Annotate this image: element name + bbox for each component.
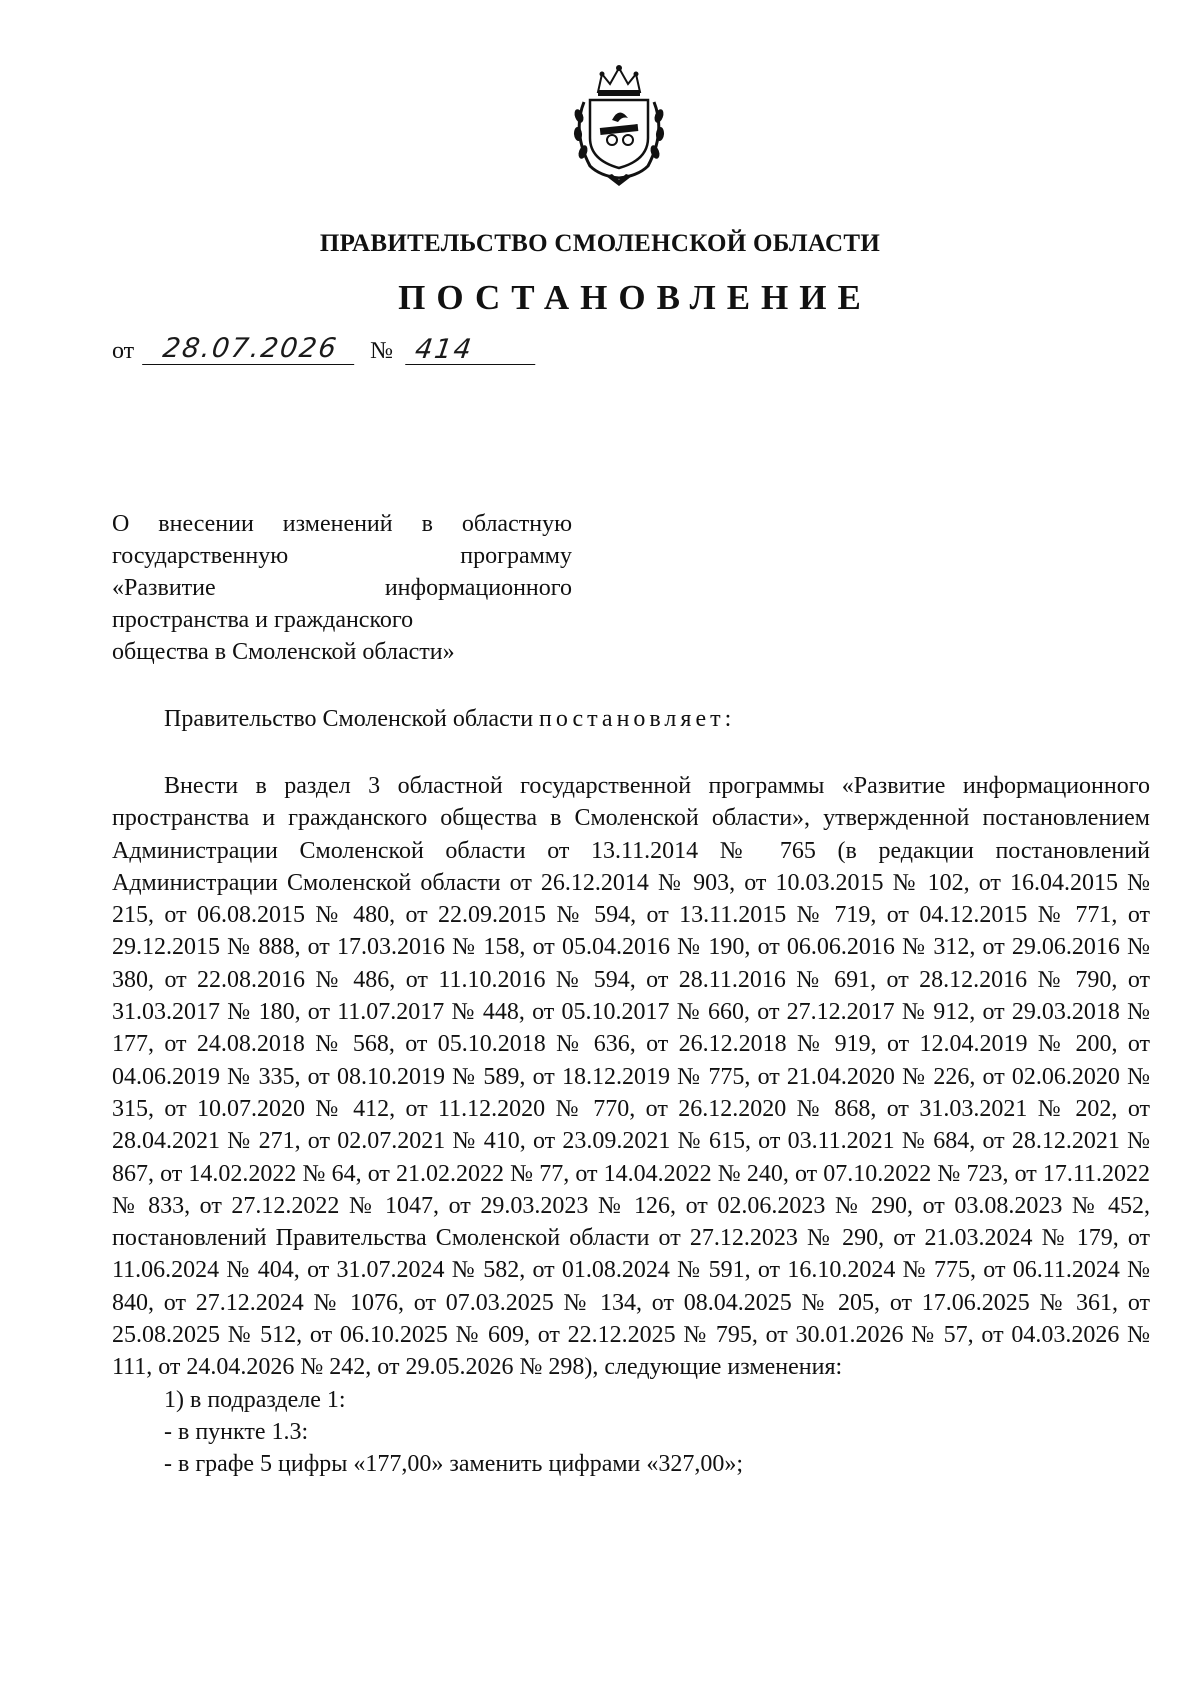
organization-name: ПРАВИТЕЛЬСТВО СМОЛЕНСКОЙ ОБЛАСТИ bbox=[319, 230, 881, 257]
date-prefix: от bbox=[112, 338, 135, 364]
list-item: 1) в подразделе 1: bbox=[164, 1386, 346, 1413]
decree-keyword: постановляет: bbox=[539, 706, 736, 732]
list-item: - в пункте 1.3: bbox=[164, 1418, 309, 1445]
emblem-icon bbox=[560, 62, 678, 190]
subject-line: пространства и гражданского bbox=[112, 607, 414, 633]
decree-statement bbox=[164, 706, 735, 733]
document-subject bbox=[112, 508, 572, 668]
list-item: - в графе 5 цифры «177,00» заменить цифрами «327,00»; bbox=[164, 1451, 744, 1478]
subject-line: государственную программу bbox=[112, 543, 572, 569]
number-prefix: № bbox=[370, 338, 394, 364]
handwritten-date: 28.07.2026 bbox=[142, 338, 358, 365]
decree-text: Правительство Смоленской области bbox=[164, 706, 534, 732]
registration-line bbox=[112, 333, 537, 365]
subject-line: О внесении изменений в областную bbox=[112, 511, 572, 537]
main-paragraph: Внести в раздел 3 областной государственной программы «Развитие информационного пространства и гражданского общества в Смоленской области», утвержденной постановлением Администрации Смоленской области от 13.11.2014 № 765 (в редакции постановлений Администрации Смоленской области от 26.12.2014 № 903, от 10.03.2015 № 102, от 16.04.2015 № 215, от 06.08.2015 № 480, от 22.09.2015 № 594, от 13.11.2015 № 719, от 04.12.2015 № 771, от 29.12.2015 № 888, от 17.03.2016 № 158, от 05.04.2016 № 190, от 06.06.2016 № 312, от 29.06.2016 № 380, от 22.08.2016 № 486, от 11.10.2016 № 594, от 28.11.2016 № 691, от 28.12.2016 № 790, от 31.03.2017 № 180, от 11.07.2017 № 448, от 05.10.2017 № 660, от 27.12.2017 № 912, от 29.03.2018 № 177, от 24.08.2018 № 568, от 05.10.2018 № 636, от 26.12.2018 № 919, от 12.04.2019 № 200, от 04.06.2019 № 335, от 08.10.2019 № 589, от 18.12.2019 № 775, от 21.04.2020 № 226, от 02.06.2020 № 315, от 10.07.2020 № 412, от 11.12.2020 № 770, от 26.12.2020 № 868, от 31.03.2021 № 202, от 28.04.2021 № 271, от 02.07.2021 № 410, от 23.09.2021 № 615, от 03.11.2021 № 684, от 28.12.2021 № 867, от 14.02.2022 № 64, от 21.02.2022 № 77, от 14.04.2022 № 240, от 07.10.2022 № 723, от 17.11.2022 № 833, от 27.12.2022 № 1047, от 29.03.2023 № 126, от 02.06.2023 № 290, от 03.08.2023 № 452, постановлений Правительства Смоленской области от 27.12.2023 № 290, от 21.03.2024 № 179, от 11.06.2024 № 404, от 31.07.2024 № 582, от 01.08.2024 № 591, от 16.10.2024 № 775, от 06.11.2024 № 840, от 27.12.2024 № 1076, от 07.03.2025 № 134, от 08.04.2025 № 205, от 17.06.2025 № 361, от 25.08.2025 № 512, от 06.10.2025 № 609, от 22.12.2025 № 795, от 30.01.2026 № 57, от 04.03.2026 № 111, от 24.04.2026 № 242, от 29.05.2026 № 298), следующие изменения: bbox=[112, 773, 1150, 1381]
handwritten-number: 414 bbox=[405, 339, 539, 365]
document-body bbox=[112, 770, 1150, 1481]
coat-of-arms-emblem bbox=[560, 62, 678, 190]
subject-line: «Развитие информационного bbox=[112, 575, 572, 601]
document-type-title: ПОСТАНОВЛЕНИЕ bbox=[398, 278, 872, 317]
subject-line: общества в Смоленской области» bbox=[112, 639, 455, 665]
